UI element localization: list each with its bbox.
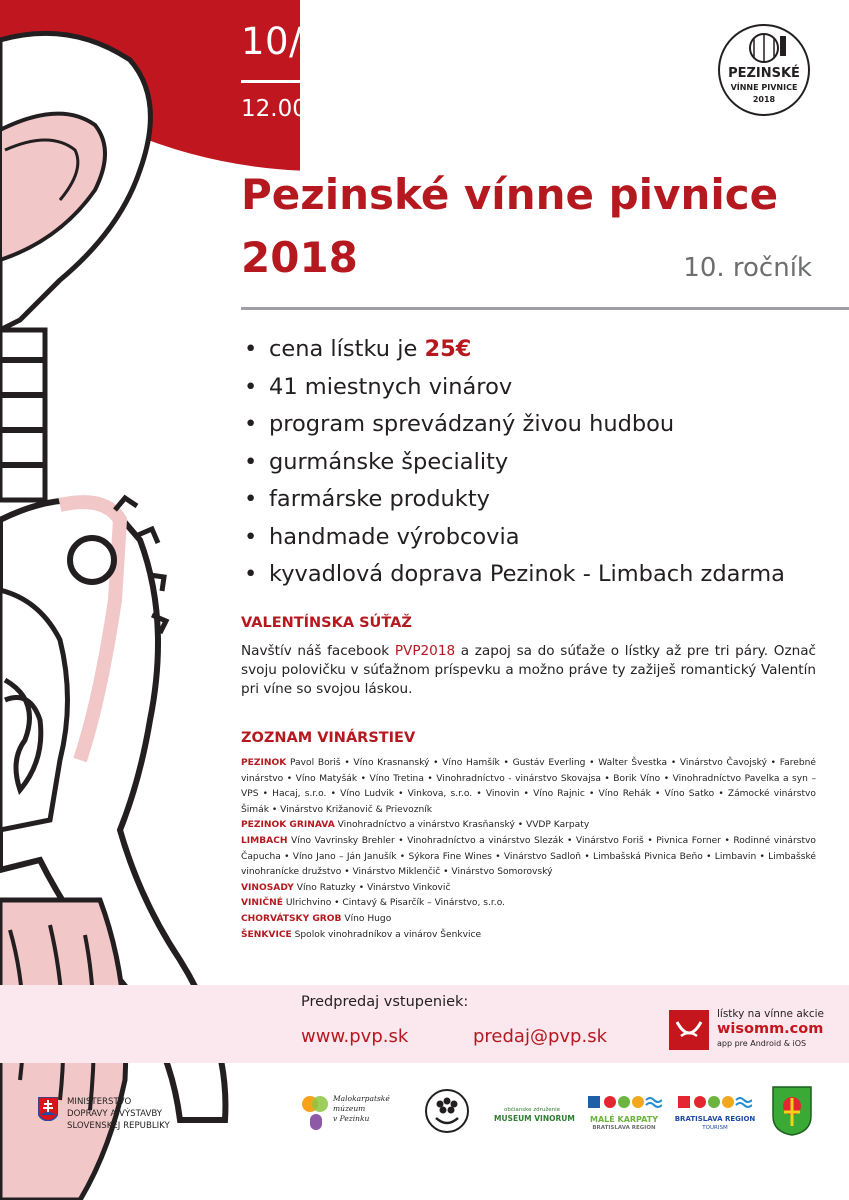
event-date: 10/2/18 [241,20,388,63]
br-tourism-line1: BRATISLAVA REGION [674,1115,756,1123]
winery-group [241,756,816,818]
winery-place: PEZINOK GRINAVA [241,820,335,831]
winery-names: Vinohradníctvo a vinárstvo Krasňanský • VVDP Karpaty [337,820,590,831]
winery-names: Víno Ratuzky • Vinárstvo Vinkovič [296,882,451,893]
male-karpaty-line1: MALÉ KARPATY [590,1115,658,1124]
app-line1: lístky na vínne akcie [717,1008,825,1020]
badge-line1: PEZINSKÉ [728,66,800,81]
winery-group [241,881,816,897]
feature-item [244,409,785,447]
feature-text: handmade výrobcovia [269,523,520,550]
page-title: Pezinské vínne pivnice [241,170,779,219]
vinorum-line1: občianske združenie [503,1107,561,1113]
wisomm-logo-icon [669,1010,709,1050]
feature-item [244,372,785,410]
email-link[interactable]: predaj@pvp.sk [473,1026,607,1047]
feature-item [244,484,785,522]
winery-group [241,818,816,834]
winery-group [241,834,816,881]
feature-text: 41 miestnych vinárov [269,373,513,400]
feature-text: gurmánske špeciality [269,448,509,475]
bullet: • [244,523,258,550]
website-link[interactable]: www.pvp.sk [301,1026,409,1047]
edition-label: 10. ročník [683,253,812,283]
app-line3: app pre Android & iOS [717,1039,807,1048]
price-prefix: cena lístku je [269,336,425,362]
br-tourism-icons [676,1094,752,1114]
facebook-link[interactable]: PVP2018 [394,643,456,659]
ministry-line1: MINISTERSTVO [67,1097,132,1107]
museum-logo-icon [300,1090,330,1136]
event-time: 12.00 – 21.00 [241,96,399,122]
contest-text-before: Navštív náš facebook [241,643,395,659]
vinorum-line2: MUSEUM VINORUM [494,1114,575,1123]
bullet: • [244,411,258,437]
feature-item [244,522,785,560]
ministry-line3: SLOVENSKEJ REPUBLIKY [67,1121,170,1131]
bullet: • [244,486,258,512]
male-karpaty-icons [586,1094,662,1114]
slovak-coat-of-arms-icon [38,1097,58,1121]
feature-text: program sprevádzaný živou hudbou [269,411,675,437]
winery-place: PEZINOK [241,758,287,768]
feature-list [244,334,785,597]
winery-group [241,928,816,944]
winery-names: Ulrichvino • Cintavý & Pisarčík – Vinárstvo, s.r.o. [285,898,505,909]
winery-group [241,912,816,928]
ministry-logo [38,1097,58,1125]
winery-group [241,896,816,912]
winery-place: CHORVÁTSKY GROB [241,913,342,924]
winery-place: LIMBACH [241,835,288,846]
round-seal-logo-icon [424,1088,470,1138]
wineries-heading: ZOZNAM VINÁRSTIEV [241,730,416,746]
pezinok-coat-of-arms-icon [772,1086,812,1140]
bullet: • [244,336,258,362]
winery-names: Pavol Boriš • Víno Krasnanský • Víno Hamšík • Gustáv Everling • Walter Švestka • Vinárstvo Čavojský • Farebné vinárstvo • Víno Matyšák • Víno Tretina • Vinohradníctvo - vinárstvo Skovajsa • Borik Víno • Vinohradníctvo Pavelka a syn – VPS • Hacaj, s.r.o. • Víno Ludvik • Vinkova, s.r.o. • Vinovin • Víno Rajnic • Víno Rehák • Víno Satko • Zámocké vinárstvo Šimák • Vinárstvo Križanovič & Prievozník [241,758,816,815]
museum-line2: múzeum [333,1104,366,1113]
date-divider [241,80,400,83]
br-tourism-line2: TOURISM [702,1125,728,1131]
male-karpaty-line2: BRATISLAVA REGION [592,1125,656,1131]
badge-line3: 2018 [752,95,776,104]
winery-place: ŠENKVICE [241,929,292,940]
feature-text: farmárske produkty [269,486,490,512]
feature-item [244,334,785,372]
barrel-icon [720,26,808,66]
bullet: • [244,448,258,475]
winery-names: Víno Hugo [344,913,392,924]
bullet: • [244,561,258,587]
wineries-list [241,756,816,943]
badge-line2: VÍNNE PIVNICE [730,83,798,92]
winery-place: VINOSADY [241,882,294,893]
winery-place: VINIČNÉ [241,898,283,909]
winery-names: Spolok vinohradníkov a vinárov Šenkvice [294,929,482,940]
app-brand[interactable]: wisomm.com [717,1021,824,1037]
contest-heading: VALENTÍNSKA SÚŤAŽ [241,615,412,631]
museum-line3: v Pezinku [333,1114,370,1123]
museum-line1: Malokarpatské [333,1094,390,1103]
feature-item [244,447,785,485]
contest-text-after: a zapoj sa do súťaže o lístky až pre tri páry. Označ svoju polovičku v súťažnom príspevku a možno práve ty zažiješ romantický Valentín pri víne so svojou láskou. [241,643,817,697]
contest-text [241,642,816,699]
museum-name [333,1094,390,1124]
ticket-price: 25€ [424,336,472,362]
winery-names: Víno Vavrinsky Brehler • Vinohradníctvo a vinárstvo Slezák • Vinárstvo Foriš • Pivnica Forner • Rodinné vinárstvo Čapucha • Víno Jano – Ján Janušík • Sýkora Fine Wines • Vinárstvo Sadloň • Limbašská Pivnica Beňo • Limbavin • Limbašské vinohranícke družstvo • Vinárstvo Miklenčič • Vinárstvo Somorovský [241,835,816,878]
presale-label: Predpredaj vstupeniek: [301,994,469,1010]
title-divider [241,307,849,310]
page-title-year: 2018 [241,233,358,282]
bullet: • [244,373,258,400]
feature-text: kyvadlová doprava Pezinok - Limbach zdarma [269,561,785,587]
feature-item [244,559,785,597]
ministry-line2: DOPRAVY A VÝSTAVBY [67,1109,163,1119]
